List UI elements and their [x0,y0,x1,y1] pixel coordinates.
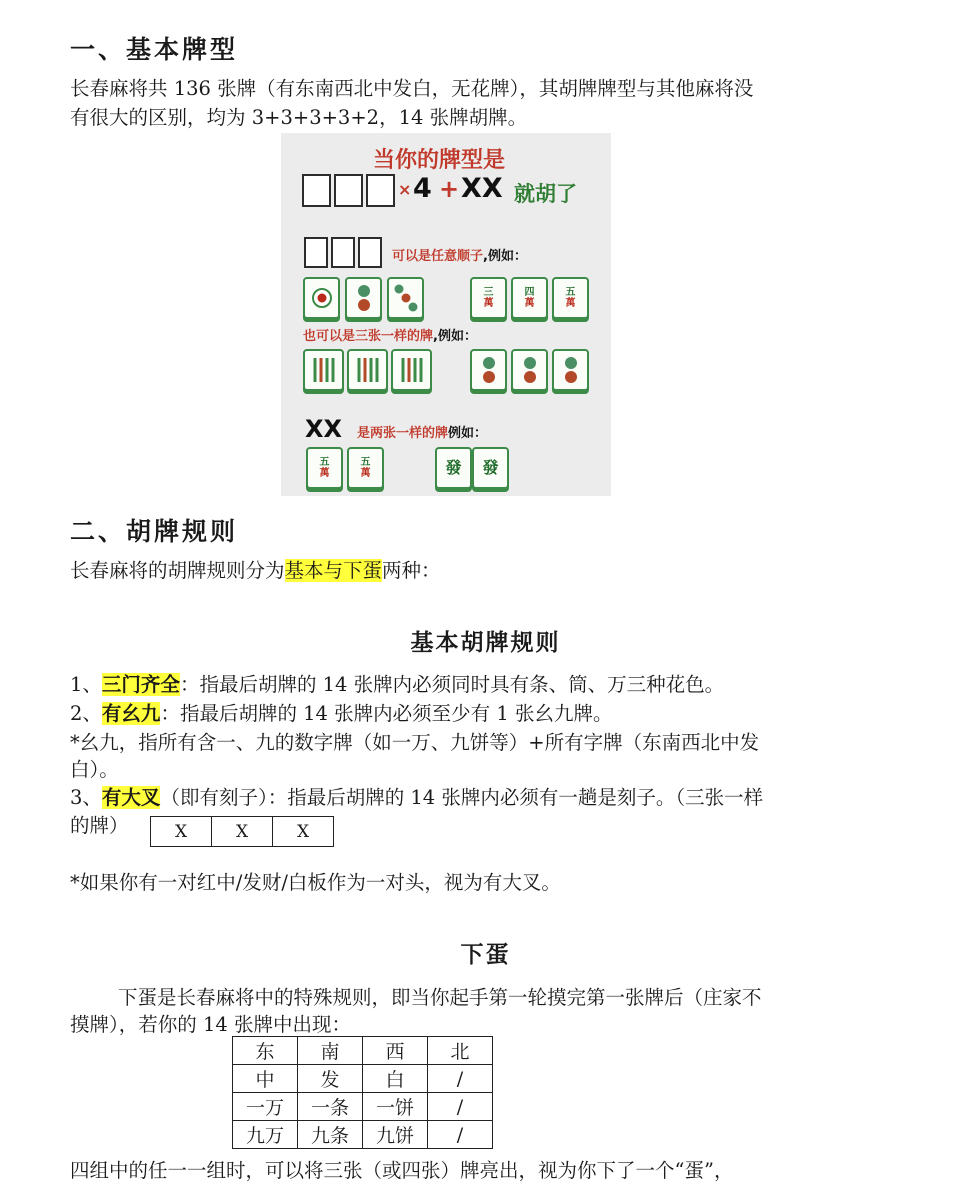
plus-sign: + [439,175,460,203]
tile-bamboo [391,349,432,391]
bamboo-icon [354,355,382,385]
hu-label: 就胡了 [514,182,577,206]
section1-line1: 长春麻将共 136 张牌（有东南西北中发白，无花牌），其胡牌牌型与其他麻将没 [70,77,754,100]
table-row [233,1121,493,1149]
pair-label: 是两张一样的牌例如： [357,426,488,441]
set-box-3 [366,174,395,207]
tile-two-circle [552,349,589,391]
table-cell: 九饼 [363,1121,428,1149]
table-cell: 发 [298,1065,363,1093]
table-cell: / [428,1121,493,1149]
tile-wan-5: 五 萬 [347,447,384,489]
x-cell: X [273,817,334,847]
table-cell: 九条 [298,1121,363,1149]
seq-box-3 [358,237,382,268]
table-cell: 中 [233,1065,298,1093]
tile-wan-5: 五 萬 [306,447,343,489]
tile-wan-3: 三 萬 [470,277,507,319]
section2-intro: 长春麻将的胡牌规则分为基本与下蛋两种： [70,559,441,582]
note-yaojiu-line2: 白）。 [70,758,119,781]
table-row [233,1093,493,1121]
tile-bamboo [347,349,388,391]
x-cell: X [151,817,212,847]
tile-two-circle [345,277,382,319]
set-box-1 [302,174,331,207]
table-cell: 白 [363,1065,428,1093]
section1-heading: 一、基本牌型 [70,35,239,64]
tile-two-circle [511,349,548,391]
tile-two-circle [470,349,507,391]
circle-two-icon [560,355,582,385]
table-cell: 九万 [233,1121,298,1149]
illus-title: 当你的牌型是 [373,148,506,173]
basic-rules-title: 基本胡牌规则 [410,629,561,656]
times-sign: × [398,180,412,199]
triplet-xxx-table [150,816,334,847]
table-cell: / [428,1093,493,1121]
xx-label: XX [461,173,503,204]
note-daxa: *如果你有一对红中/发财/白板作为一对头，视为有大叉。 [70,871,561,894]
table-row [233,1065,493,1093]
table-cell: 一条 [298,1093,363,1121]
circle-two-icon [478,355,500,385]
seq-label: 可以是任意顺子,例如： [392,249,527,264]
tile-wan-5: 五 萬 [552,277,589,319]
rule-1: 1、三门齐全：指最后胡牌的 14 张牌内必须同时具有条、筒、万三种花色。 [70,673,725,696]
tile-one-circle [303,277,340,319]
tile-fa: 發 [435,447,472,489]
tile-wan-4: 四 萬 [511,277,548,319]
table-cell: 一饼 [363,1093,428,1121]
note-yaojiu-line1: *幺九，指所有含一、九的数字牌（如一万、九饼等）+所有字牌（东南西北中发 [70,731,760,754]
seq-box-2 [331,237,355,268]
circle-two-icon [519,355,541,385]
cropped-top-text [230,0,710,5]
section2-heading: 二、胡牌规则 [70,517,239,546]
xiadan-title: 下蛋 [460,941,511,968]
bamboo-icon [310,355,338,385]
seq-box-1 [304,237,328,268]
table-row [233,1037,493,1065]
table-cell: 南 [298,1037,363,1065]
table-cell: 东 [233,1037,298,1065]
tile-pattern-illustration [281,133,611,496]
times-four: 4 [413,173,432,204]
bamboo-icon [398,355,426,385]
rule-3: 3、有大叉（即有刻子）：指最后胡牌的 14 张牌内必须有一趟是刻子。（三张一样 [70,786,764,809]
tile-fa: 發 [472,447,509,489]
circle-two-icon [353,283,375,313]
x-cell: X [212,817,273,847]
xiadan-line1: 下蛋是长春麻将中的特殊规则，即当你起手第一轮摸完第一张牌后（庄家不 [118,986,762,1009]
xiadan-line3: 四组中的任一一组时，可以将三张（或四张）牌亮出，视为你下了一个“蛋”， [70,1159,734,1182]
tile-bamboo [303,349,344,391]
xiadan-table [232,1036,493,1149]
circle-one-icon [311,287,333,309]
table-cell: 一万 [233,1093,298,1121]
pair-xx: XX [305,415,343,443]
section1-line2: 有很大的区别，均为 3+3+3+3+2，14 张牌胡牌。 [70,106,528,129]
circle-three-icon [393,283,419,313]
table-cell: / [428,1065,493,1093]
table-cell: 北 [428,1037,493,1065]
xiadan-line2: 摸牌），若你的 14 张牌中出现： [70,1013,351,1036]
tile-three-circle [387,277,424,319]
triplet-label: 也可以是三张一样的牌,例如： [303,329,477,344]
set-box-2 [334,174,363,207]
rule-3-line2: 的牌） [70,814,129,837]
rule-2: 2、有幺九：指最后胡牌的 14 张牌内必须至少有 1 张幺九牌。 [70,702,613,725]
table-cell: 西 [363,1037,428,1065]
